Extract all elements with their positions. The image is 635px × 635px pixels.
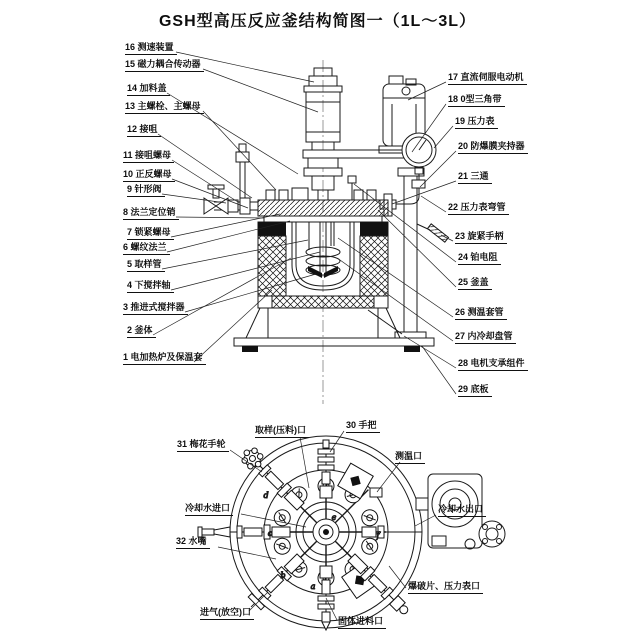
part-label-v-belt: 18 0型三角带 xyxy=(448,94,505,107)
part-label-handle: 30 手把 xyxy=(346,420,380,433)
part-label-turnbuckle-nut: 10 正反螺母 xyxy=(123,169,175,182)
valve-right-stub xyxy=(360,526,422,538)
part-label-platinum-resistor: 24 铂电阻 xyxy=(458,252,501,265)
valve-solid-feed-bottom xyxy=(318,548,334,630)
part-label-lock-nut: 7 锁紧螺母 xyxy=(127,227,174,240)
needle-valve-assembly xyxy=(204,144,258,214)
part-label-speed-device: 16 测速装置 xyxy=(125,42,177,55)
part-label-thermowell: 26 测温套管 xyxy=(455,307,507,320)
part-label-clamp-handle: 23 旋紧手柄 xyxy=(455,231,507,244)
part-label-water-nozzle: 32 水嘴 xyxy=(176,536,210,549)
port-label-solid-feed: 固体进料口 xyxy=(338,616,386,629)
port-letter-a: a xyxy=(310,582,316,591)
part-label-magnetic-coupling: 15 磁力耦合传动器 xyxy=(125,59,204,72)
part-label-handwheel: 31 梅花手轮 xyxy=(177,439,229,452)
port-label-rupture-gauge: 爆破片、压力表口 xyxy=(408,581,483,594)
front-view-drawing xyxy=(204,60,449,404)
platinum-resistor xyxy=(348,176,356,200)
part-label-gauge-bend-pipe: 22 压力表弯管 xyxy=(448,202,509,215)
port-label-cooling-in: 冷却水进口 xyxy=(185,503,233,516)
port-letter-e: e xyxy=(331,513,337,522)
part-label-tee: 21 三通 xyxy=(458,171,492,184)
part-label-flange-pin: 8 法兰定位销 xyxy=(123,207,179,220)
part-label-propeller-stirrer: 3 推进式搅拌器 xyxy=(123,302,188,315)
part-label-stirrer-shaft: 4 下搅拌轴 xyxy=(127,280,174,293)
part-label-nozzle: 12 接咀 xyxy=(127,124,161,137)
port-letter-c: c xyxy=(267,529,273,538)
kettle-lid xyxy=(258,200,388,222)
clamp-handle xyxy=(417,224,449,242)
part-label-needle-valve: 9 针形阀 xyxy=(127,184,165,197)
part-label-base-plate: 29 底板 xyxy=(458,384,492,397)
port-label-gas-inlet: 进气(放空)口 xyxy=(200,607,254,620)
part-label-nozzle-nut: 11 接咀螺母 xyxy=(123,150,174,163)
port-label-temperature: 测温口 xyxy=(395,451,425,464)
part-label-kettle-lid: 25 釜盖 xyxy=(458,277,492,290)
diagram-title: GSH型高压反应釜结构简图一（1L～3L） xyxy=(158,13,477,30)
port-letter-f: f xyxy=(376,531,380,540)
part-label-threaded-flange: 6 螺纹法兰 xyxy=(123,242,170,255)
valve-sampling-top xyxy=(318,440,334,516)
part-label-servo-motor: 17 直流伺服电动机 xyxy=(448,72,527,85)
part-label-cooling-coil: 27 内冷却盘管 xyxy=(455,331,516,344)
part-label-motor-support: 28 电机支承组件 xyxy=(458,358,528,371)
part-label-kettle-body: 2 釜体 xyxy=(127,325,156,338)
part-label-feed-cover: 14 加料盖 xyxy=(127,83,170,96)
top-view-drawing xyxy=(198,436,505,630)
part-label-rupture-disc-holder: 20 防爆膜夹持器 xyxy=(458,141,528,154)
part-label-pressure-gauge: 19 压力表 xyxy=(455,116,498,129)
valve-water-nozzle-left xyxy=(198,525,306,539)
part-label-sampling-tube: 5 取样管 xyxy=(127,259,165,272)
part-label-heating-furnace: 1 电加热炉及保温套 xyxy=(123,352,206,365)
diamond-plate xyxy=(338,463,374,499)
port-letter-b: b xyxy=(280,571,286,580)
port-label-cooling-out: 冷却水出口 xyxy=(438,504,486,517)
part-label-main-bolts: 13 主螺栓、主螺母 xyxy=(125,101,204,114)
port-letter-d: d xyxy=(263,491,269,500)
port-label-sampling: 取样(压料)口 xyxy=(255,425,309,438)
